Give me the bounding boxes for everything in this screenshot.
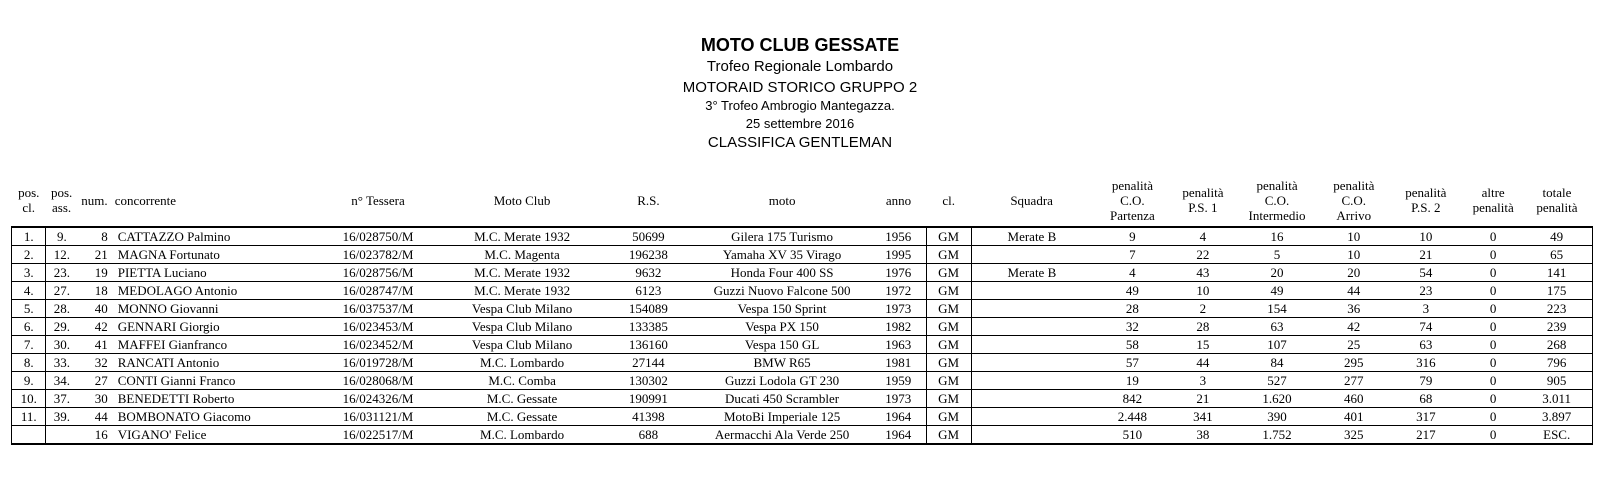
pos-ass-cell: 9. bbox=[46, 227, 77, 246]
pen-co-partenza-cell: 510 bbox=[1092, 426, 1172, 445]
moto-club-cell: Vespa Club Milano bbox=[441, 318, 604, 336]
num-cell: 27 bbox=[77, 372, 111, 390]
concorrente-cell: GENNARI Giorgio bbox=[112, 318, 316, 336]
rs-cell: 154089 bbox=[604, 300, 694, 318]
document-title: MOTO CLUB GESSATE bbox=[700, 35, 900, 55]
cl-cell: GM bbox=[926, 227, 971, 246]
totale-pen-cell: 141 bbox=[1521, 264, 1592, 282]
pen-co-intermedio-cell: 154 bbox=[1233, 300, 1321, 318]
pen-ps1-cell: 28 bbox=[1173, 318, 1234, 336]
altre-pen-cell: 0 bbox=[1465, 390, 1521, 408]
anno-cell: 1959 bbox=[871, 372, 926, 390]
pen-co-partenza-cell: 9 bbox=[1092, 227, 1172, 246]
table-row bbox=[12, 336, 1593, 354]
pen-co-intermedio-cell: 84 bbox=[1233, 354, 1321, 372]
rs-cell: 196238 bbox=[604, 246, 694, 264]
anno-cell: 1995 bbox=[871, 246, 926, 264]
pos-ass-cell: 29. bbox=[46, 318, 77, 336]
pen-co-partenza-cell: 2.448 bbox=[1092, 408, 1172, 426]
col-num: num. bbox=[81, 192, 108, 208]
moto-club-cell: Vespa Club Milano bbox=[441, 336, 604, 354]
rs-cell: 50699 bbox=[604, 227, 694, 246]
pen-ps2-cell: 74 bbox=[1387, 318, 1465, 336]
altre-pen-cell: 0 bbox=[1465, 426, 1521, 445]
col-tessera: n° Tessera bbox=[351, 192, 405, 208]
moto-cell: MotoBi Imperiale 125 bbox=[693, 408, 871, 426]
totale-pen-cell: 3.011 bbox=[1521, 390, 1592, 408]
squadra-cell bbox=[971, 408, 1092, 426]
pen-ps2-cell: 217 bbox=[1387, 426, 1465, 445]
anno-cell: 1972 bbox=[871, 282, 926, 300]
table-row bbox=[12, 390, 1593, 408]
pen-co-partenza-cell: 7 bbox=[1092, 246, 1172, 264]
pen-co-intermedio-cell: 20 bbox=[1233, 264, 1321, 282]
col-cl: cl. bbox=[942, 192, 955, 208]
col-pos-ass: pos. ass. bbox=[50, 185, 73, 215]
concorrente-cell: MONNO Giovanni bbox=[112, 300, 316, 318]
pen-co-partenza-cell: 28 bbox=[1092, 300, 1172, 318]
table-row bbox=[12, 354, 1593, 372]
num-cell: 32 bbox=[77, 354, 111, 372]
tessera-cell: 16/024326/M bbox=[315, 390, 440, 408]
tessera-cell: 16/023452/M bbox=[315, 336, 440, 354]
header-row bbox=[12, 174, 1593, 227]
pen-ps1-cell: 15 bbox=[1173, 336, 1234, 354]
pos-ass-cell: 37. bbox=[46, 390, 77, 408]
cl-cell: GM bbox=[926, 300, 971, 318]
altre-pen-cell: 0 bbox=[1465, 318, 1521, 336]
totale-pen-cell: ESC. bbox=[1521, 426, 1592, 445]
moto-club-cell: M.C. Magenta bbox=[441, 246, 604, 264]
pen-co-partenza-cell: 58 bbox=[1092, 336, 1172, 354]
pen-ps2-cell: 317 bbox=[1387, 408, 1465, 426]
col-altre-pen: altre penalità bbox=[1472, 185, 1514, 215]
concorrente-cell: RANCATI Antonio bbox=[112, 354, 316, 372]
altre-pen-cell: 0 bbox=[1465, 372, 1521, 390]
moto-cell: Aermacchi Ala Verde 250 bbox=[693, 426, 871, 445]
moto-cell: Vespa PX 150 bbox=[693, 318, 871, 336]
anno-cell: 1964 bbox=[871, 426, 926, 445]
squadra-cell bbox=[971, 282, 1092, 300]
num-cell: 18 bbox=[77, 282, 111, 300]
pen-co-intermedio-cell: 1.752 bbox=[1233, 426, 1321, 445]
col-concorrente: concorrente bbox=[114, 192, 177, 208]
moto-cell: Vespa 150 Sprint bbox=[693, 300, 871, 318]
pen-co-intermedio-cell: 390 bbox=[1233, 408, 1321, 426]
tessera-cell: 16/019728/M bbox=[315, 354, 440, 372]
rs-cell: 688 bbox=[604, 426, 694, 445]
rs-cell: 190991 bbox=[604, 390, 694, 408]
rs-cell: 9632 bbox=[604, 264, 694, 282]
concorrente-cell: MEDOLAGO Antonio bbox=[112, 282, 316, 300]
squadra-cell bbox=[971, 390, 1092, 408]
moto-cell: Honda Four 400 SS bbox=[693, 264, 871, 282]
moto-cell: BMW R65 bbox=[693, 354, 871, 372]
altre-pen-cell: 0 bbox=[1465, 354, 1521, 372]
concorrente-cell: MAFFEI Gianfranco bbox=[112, 336, 316, 354]
squadra-cell: Merate B bbox=[971, 227, 1092, 246]
pos-ass-cell: 39. bbox=[46, 408, 77, 426]
pos-cl-cell: 6. bbox=[12, 318, 46, 336]
cl-cell: GM bbox=[926, 426, 971, 445]
moto-club-cell: M.C. Merate 1932 bbox=[441, 264, 604, 282]
concorrente-cell: MAGNA Fortunato bbox=[112, 246, 316, 264]
pos-ass-cell: 34. bbox=[46, 372, 77, 390]
pen-ps2-cell: 23 bbox=[1387, 282, 1465, 300]
anno-cell: 1973 bbox=[871, 300, 926, 318]
pos-cl-cell: 10. bbox=[12, 390, 46, 408]
cl-cell: GM bbox=[926, 318, 971, 336]
pen-co-intermedio-cell: 63 bbox=[1233, 318, 1321, 336]
pen-co-arrivo-cell: 36 bbox=[1321, 300, 1387, 318]
cl-cell: GM bbox=[926, 282, 971, 300]
num-cell: 42 bbox=[77, 318, 111, 336]
anno-cell: 1982 bbox=[871, 318, 926, 336]
pen-co-arrivo-cell: 44 bbox=[1321, 282, 1387, 300]
moto-cell: Ducati 450 Scrambler bbox=[693, 390, 871, 408]
table-row bbox=[12, 372, 1593, 390]
squadra-cell bbox=[971, 336, 1092, 354]
pos-ass-cell: 33. bbox=[46, 354, 77, 372]
totale-pen-cell: 239 bbox=[1521, 318, 1592, 336]
rs-cell: 130302 bbox=[604, 372, 694, 390]
totale-pen-cell: 905 bbox=[1521, 372, 1592, 390]
rs-cell: 133385 bbox=[604, 318, 694, 336]
cl-cell: GM bbox=[926, 372, 971, 390]
table-row bbox=[12, 300, 1593, 318]
pen-ps1-cell: 21 bbox=[1173, 390, 1234, 408]
subtitle-event: MOTORAID STORICO GRUPPO 2 bbox=[682, 79, 918, 96]
pen-ps1-cell: 38 bbox=[1173, 426, 1234, 445]
table-row bbox=[12, 426, 1593, 445]
moto-club-cell: M.C. Merate 1932 bbox=[441, 227, 604, 246]
tessera-cell: 16/028750/M bbox=[315, 227, 440, 246]
tessera-cell: 16/037537/M bbox=[315, 300, 440, 318]
col-squadra: Squadra bbox=[1010, 192, 1053, 208]
altre-pen-cell: 0 bbox=[1465, 246, 1521, 264]
anno-cell: 1976 bbox=[871, 264, 926, 282]
pos-cl-cell: 2. bbox=[12, 246, 46, 264]
concorrente-cell: CONTI Gianni Franco bbox=[112, 372, 316, 390]
anno-cell: 1956 bbox=[871, 227, 926, 246]
num-cell: 44 bbox=[77, 408, 111, 426]
rs-cell: 27144 bbox=[604, 354, 694, 372]
moto-club-cell: M.C. Gessate bbox=[441, 408, 604, 426]
tessera-cell: 16/028747/M bbox=[315, 282, 440, 300]
totale-pen-cell: 268 bbox=[1521, 336, 1592, 354]
moto-cell: Guzzi Nuovo Falcone 500 bbox=[693, 282, 871, 300]
num-cell: 40 bbox=[77, 300, 111, 318]
moto-club-cell: Vespa Club Milano bbox=[441, 300, 604, 318]
moto-club-cell: M.C. Lombardo bbox=[441, 426, 604, 445]
pen-co-arrivo-cell: 10 bbox=[1321, 227, 1387, 246]
col-pen-co-arrivo: penalità C.O. Arrivo bbox=[1333, 177, 1375, 223]
concorrente-cell: BENEDETTI Roberto bbox=[112, 390, 316, 408]
squadra-cell: Merate B bbox=[971, 264, 1092, 282]
concorrente-cell: PIETTA Luciano bbox=[112, 264, 316, 282]
event-date: 25 settembre 2016 bbox=[745, 116, 855, 131]
pen-ps2-cell: 54 bbox=[1387, 264, 1465, 282]
squadra-cell bbox=[971, 372, 1092, 390]
moto-club-cell: M.C. Gessate bbox=[441, 390, 604, 408]
moto-cell: Vespa 150 GL bbox=[693, 336, 871, 354]
concorrente-cell: CATTAZZO Palmino bbox=[112, 227, 316, 246]
num-cell: 21 bbox=[77, 246, 111, 264]
moto-club-cell: M.C. Merate 1932 bbox=[441, 282, 604, 300]
col-rs: R.S. bbox=[637, 192, 660, 208]
col-moto-club: Moto Club bbox=[493, 192, 551, 208]
num-cell: 30 bbox=[77, 390, 111, 408]
pen-co-arrivo-cell: 20 bbox=[1321, 264, 1387, 282]
subtitle-trophy: 3° Trofeo Ambrogio Mantegazza. bbox=[705, 98, 895, 113]
pen-co-intermedio-cell: 107 bbox=[1233, 336, 1321, 354]
pos-ass-cell: 27. bbox=[46, 282, 77, 300]
pos-cl-cell: 8. bbox=[12, 354, 46, 372]
totale-pen-cell: 796 bbox=[1521, 354, 1592, 372]
concorrente-cell: BOMBONATO Giacomo bbox=[112, 408, 316, 426]
col-pen-ps1: penalità P.S. 1 bbox=[1182, 185, 1224, 215]
pen-ps1-cell: 44 bbox=[1173, 354, 1234, 372]
pen-co-partenza-cell: 32 bbox=[1092, 318, 1172, 336]
cl-cell: GM bbox=[926, 336, 971, 354]
cl-cell: GM bbox=[926, 264, 971, 282]
ranking-title: CLASSIFICA GENTLEMAN bbox=[707, 134, 893, 151]
pos-ass-cell bbox=[46, 426, 77, 445]
totale-pen-cell: 223 bbox=[1521, 300, 1592, 318]
altre-pen-cell: 0 bbox=[1465, 282, 1521, 300]
pen-co-arrivo-cell: 401 bbox=[1321, 408, 1387, 426]
col-pen-co-partenza: penalità C.O. Partenza bbox=[1110, 177, 1155, 223]
pen-co-arrivo-cell: 325 bbox=[1321, 426, 1387, 445]
pen-co-partenza-cell: 57 bbox=[1092, 354, 1172, 372]
cl-cell: GM bbox=[926, 354, 971, 372]
moto-cell: Guzzi Lodola GT 230 bbox=[693, 372, 871, 390]
tessera-cell: 16/028756/M bbox=[315, 264, 440, 282]
pos-ass-cell: 30. bbox=[46, 336, 77, 354]
pen-ps1-cell: 4 bbox=[1173, 227, 1234, 246]
altre-pen-cell: 0 bbox=[1465, 300, 1521, 318]
pen-co-partenza-cell: 842 bbox=[1092, 390, 1172, 408]
totale-pen-cell: 3.897 bbox=[1521, 408, 1592, 426]
squadra-cell bbox=[971, 318, 1092, 336]
pos-cl-cell: 9. bbox=[12, 372, 46, 390]
pen-ps2-cell: 79 bbox=[1387, 372, 1465, 390]
col-pen-co-intermedio: penalità C.O. Intermedio bbox=[1248, 177, 1306, 223]
table-row bbox=[12, 227, 1593, 246]
pen-co-intermedio-cell: 49 bbox=[1233, 282, 1321, 300]
pen-co-partenza-cell: 49 bbox=[1092, 282, 1172, 300]
cl-cell: GM bbox=[926, 390, 971, 408]
pos-cl-cell bbox=[12, 426, 46, 445]
rs-cell: 41398 bbox=[604, 408, 694, 426]
totale-pen-cell: 175 bbox=[1521, 282, 1592, 300]
col-moto: moto bbox=[768, 192, 796, 208]
pos-ass-cell: 28. bbox=[46, 300, 77, 318]
totale-pen-cell: 65 bbox=[1521, 246, 1592, 264]
cl-cell: GM bbox=[926, 246, 971, 264]
pos-cl-cell: 7. bbox=[12, 336, 46, 354]
squadra-cell bbox=[971, 354, 1092, 372]
pen-ps1-cell: 341 bbox=[1173, 408, 1234, 426]
tessera-cell: 16/028068/M bbox=[315, 372, 440, 390]
pos-cl-cell: 3. bbox=[12, 264, 46, 282]
subtitle-trofeo: Trofeo Regionale Lombardo bbox=[706, 58, 894, 75]
altre-pen-cell: 0 bbox=[1465, 408, 1521, 426]
totale-pen-cell: 49 bbox=[1521, 227, 1592, 246]
altre-pen-cell: 0 bbox=[1465, 336, 1521, 354]
pen-ps1-cell: 3 bbox=[1173, 372, 1234, 390]
moto-club-cell: M.C. Lombardo bbox=[441, 354, 604, 372]
concorrente-cell: VIGANO' Felice bbox=[112, 426, 316, 445]
pen-co-intermedio-cell: 1.620 bbox=[1233, 390, 1321, 408]
squadra-cell bbox=[971, 426, 1092, 445]
pos-cl-cell: 11. bbox=[12, 408, 46, 426]
cl-cell: GM bbox=[926, 408, 971, 426]
pen-ps2-cell: 3 bbox=[1387, 300, 1465, 318]
tessera-cell: 16/023453/M bbox=[315, 318, 440, 336]
results-body bbox=[12, 227, 1593, 444]
num-cell: 16 bbox=[77, 426, 111, 445]
pen-co-intermedio-cell: 16 bbox=[1233, 227, 1321, 246]
pen-ps1-cell: 43 bbox=[1173, 264, 1234, 282]
altre-pen-cell: 0 bbox=[1465, 227, 1521, 246]
tessera-cell: 16/022517/M bbox=[315, 426, 440, 445]
moto-cell: Yamaha XV 35 Virago bbox=[693, 246, 871, 264]
pos-ass-cell: 12. bbox=[46, 246, 77, 264]
pen-ps2-cell: 316 bbox=[1387, 354, 1465, 372]
moto-club-cell: M.C. Comba bbox=[441, 372, 604, 390]
squadra-cell bbox=[971, 246, 1092, 264]
pen-ps2-cell: 21 bbox=[1387, 246, 1465, 264]
anno-cell: 1963 bbox=[871, 336, 926, 354]
table-row bbox=[12, 318, 1593, 336]
col-pen-ps2: penalità P.S. 2 bbox=[1405, 185, 1447, 215]
pen-co-arrivo-cell: 42 bbox=[1321, 318, 1387, 336]
pen-co-intermedio-cell: 5 bbox=[1233, 246, 1321, 264]
anno-cell: 1981 bbox=[871, 354, 926, 372]
table-row bbox=[12, 282, 1593, 300]
pen-co-arrivo-cell: 10 bbox=[1321, 246, 1387, 264]
tessera-cell: 16/023782/M bbox=[315, 246, 440, 264]
num-cell: 41 bbox=[77, 336, 111, 354]
pen-co-arrivo-cell: 25 bbox=[1321, 336, 1387, 354]
pos-cl-cell: 5. bbox=[12, 300, 46, 318]
pos-ass-cell: 23. bbox=[46, 264, 77, 282]
pen-ps2-cell: 63 bbox=[1387, 336, 1465, 354]
pos-cl-cell: 4. bbox=[12, 282, 46, 300]
col-anno: anno bbox=[885, 192, 912, 208]
moto-cell: Gilera 175 Turismo bbox=[693, 227, 871, 246]
col-pos-cl: pos. cl. bbox=[18, 185, 40, 215]
squadra-cell bbox=[971, 300, 1092, 318]
pen-co-arrivo-cell: 295 bbox=[1321, 354, 1387, 372]
table-row bbox=[12, 408, 1593, 426]
col-totale-pen: totale penalità bbox=[1536, 185, 1578, 215]
table-row bbox=[12, 246, 1593, 264]
rs-cell: 6123 bbox=[604, 282, 694, 300]
results-table bbox=[11, 174, 1593, 445]
altre-pen-cell: 0 bbox=[1465, 264, 1521, 282]
pen-co-arrivo-cell: 460 bbox=[1321, 390, 1387, 408]
pen-ps1-cell: 10 bbox=[1173, 282, 1234, 300]
tessera-cell: 16/031121/M bbox=[315, 408, 440, 426]
rs-cell: 136160 bbox=[604, 336, 694, 354]
pen-ps1-cell: 22 bbox=[1173, 246, 1234, 264]
pen-co-intermedio-cell: 527 bbox=[1233, 372, 1321, 390]
anno-cell: 1964 bbox=[871, 408, 926, 426]
num-cell: 8 bbox=[77, 227, 111, 246]
num-cell: 19 bbox=[77, 264, 111, 282]
pen-ps2-cell: 68 bbox=[1387, 390, 1465, 408]
table-row bbox=[12, 264, 1593, 282]
pen-co-arrivo-cell: 277 bbox=[1321, 372, 1387, 390]
pen-ps1-cell: 2 bbox=[1173, 300, 1234, 318]
pen-co-partenza-cell: 4 bbox=[1092, 264, 1172, 282]
anno-cell: 1973 bbox=[871, 390, 926, 408]
pen-co-partenza-cell: 19 bbox=[1092, 372, 1172, 390]
pen-ps2-cell: 10 bbox=[1387, 227, 1465, 246]
pos-cl-cell: 1. bbox=[12, 227, 46, 246]
